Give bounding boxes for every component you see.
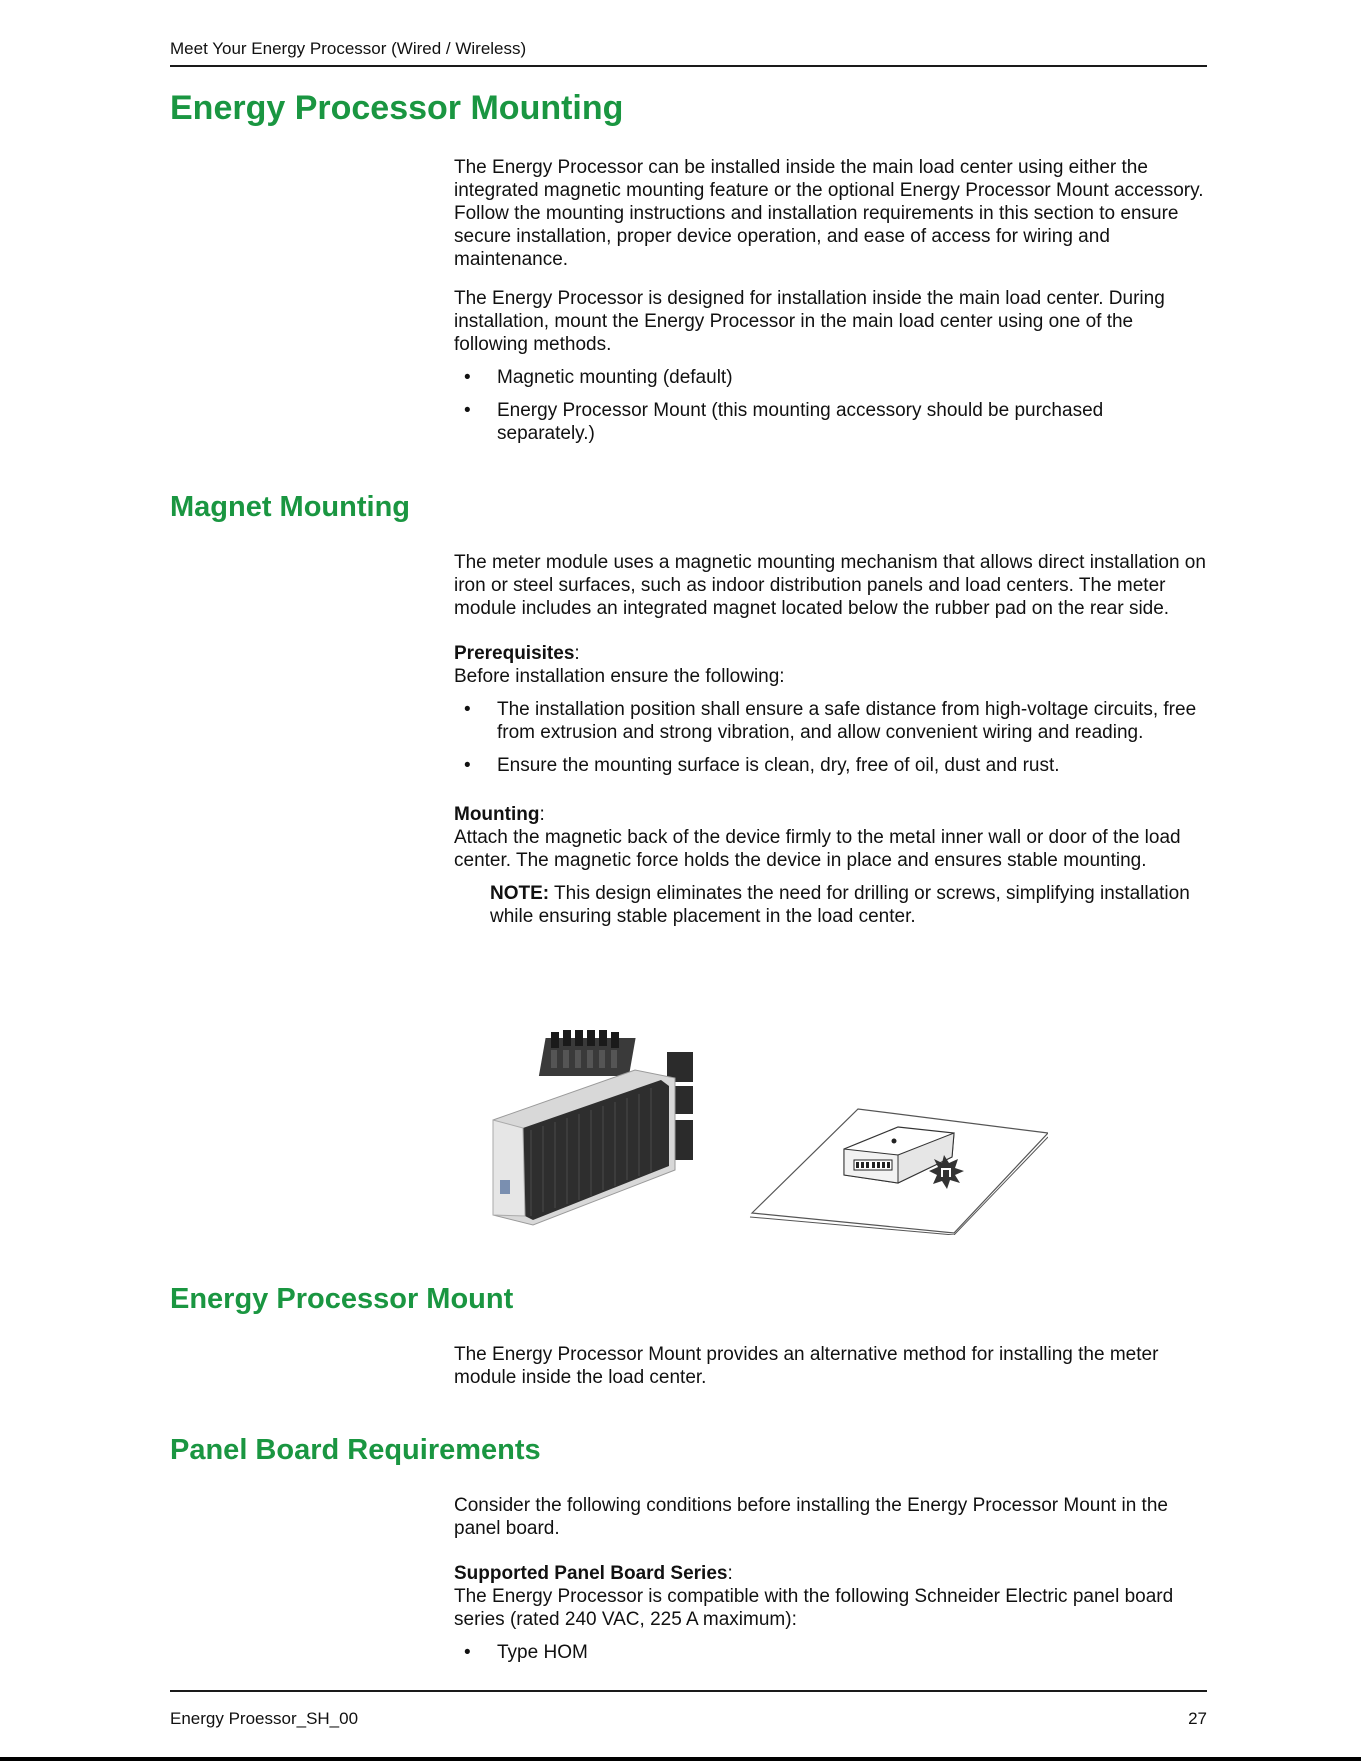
section-title-panel-board-requirements: Panel Board Requirements — [170, 1434, 541, 1466]
running-header: Meet Your Energy Processor (Wired / Wireless) — [170, 39, 527, 58]
mounting-label: Mounting — [454, 804, 540, 825]
footer-rule — [170, 1690, 1207, 1692]
paragraph: Consider the following conditions before installing the Energy Processor Mount in the panel board. — [454, 1495, 1168, 1539]
bullet-icon: • — [464, 755, 471, 776]
bullet-icon: • — [464, 1642, 471, 1663]
list-item: • Energy Processor Mount (this mounting accessory should be purchased separately.) — [464, 400, 1104, 444]
section-title-magnet-mounting: Magnet Mounting — [170, 491, 411, 523]
header-rule — [170, 65, 1207, 67]
terminal-block — [539, 1030, 636, 1076]
bullet-icon: • — [464, 367, 471, 388]
paragraph: The meter module uses a magnetic mounting mechanism that allows direct installation on iron or steel surfaces, such as indoor distribution panels and load centers. The meter module includes an integrated magnet located below the rubber pad on the rear side. — [454, 552, 1206, 619]
bullet-icon: • — [464, 400, 471, 421]
prerequisites-label: Prerequisites — [454, 643, 575, 664]
section-body-mounting — [454, 156, 1206, 455]
paragraph: The Energy Processor can be installed inside the main load center using either the integrated magnetic mounting feature or the optional Energy Processor Mount accessory. Follow the mounting instructions and installation requirements in this section to ensure secure installation, proper device operation, and ease of access for wiring and maintenance. — [454, 157, 1204, 270]
section-body-panel — [454, 1494, 1206, 1674]
footer-doc-id: Energy Proessor_SH_00 — [170, 1709, 359, 1728]
section-body-mount — [454, 1343, 1206, 1389]
list-item: • Magnetic mounting (default) — [464, 367, 733, 388]
section-body-magnet — [454, 551, 1206, 928]
bullet-list — [454, 698, 1206, 777]
device-illustration — [485, 1030, 715, 1230]
supported-series-block: Supported Panel Board Series: The Energy Processor is compatible with the following Schneider Electric panel board series (rated 240 VAC, 225 A maximum): — [454, 1563, 1174, 1630]
logo-icon — [500, 1180, 510, 1194]
list-item: • Type HOM — [464, 1642, 588, 1663]
mounting-block: Mounting: Attach the magnetic back of the device firmly to the metal inner wall or door of the load center. The magnetic force holds the device in place and ensures stable mounting. — [454, 804, 1181, 871]
page-number: 27 — [1188, 1709, 1207, 1728]
list-item: • Ensure the mounting surface is clean, dry, free of oil, dust and rust. — [464, 755, 1060, 776]
section-title-mounting: Energy Processor Mounting — [170, 89, 624, 127]
prerequisites-block: Prerequisites: Before installation ensure the following: — [454, 643, 785, 687]
note-label: NOTE: — [490, 883, 550, 904]
supported-series-label: Supported Panel Board Series — [454, 1563, 728, 1584]
bullet-list — [454, 1641, 1206, 1664]
bullet-icon: • — [464, 699, 471, 720]
bullet-list — [454, 366, 1206, 445]
list-item: • The installation position shall ensure a safe distance from high-voltage circuits, free from extrusion and strong vibration, and allow convenient wiring and reading. — [464, 699, 1197, 743]
paragraph: The Energy Processor Mount provides an alternative method for installing the meter module inside the load center. — [454, 1344, 1159, 1388]
installation-illustration — [748, 1105, 1048, 1235]
note-block: NOTE: This design eliminates the need for drilling or screws, simplifying installation while ensuring stable placement in the load center. — [490, 883, 1190, 927]
paragraph: The Energy Processor is designed for installation inside the main load center. During installation, mount the Energy Processor in the main load center using one of the following methods. — [454, 288, 1165, 355]
section-title-energy-processor-mount: Energy Processor Mount — [170, 1283, 514, 1315]
page-bottom-edge — [0, 1757, 1361, 1761]
